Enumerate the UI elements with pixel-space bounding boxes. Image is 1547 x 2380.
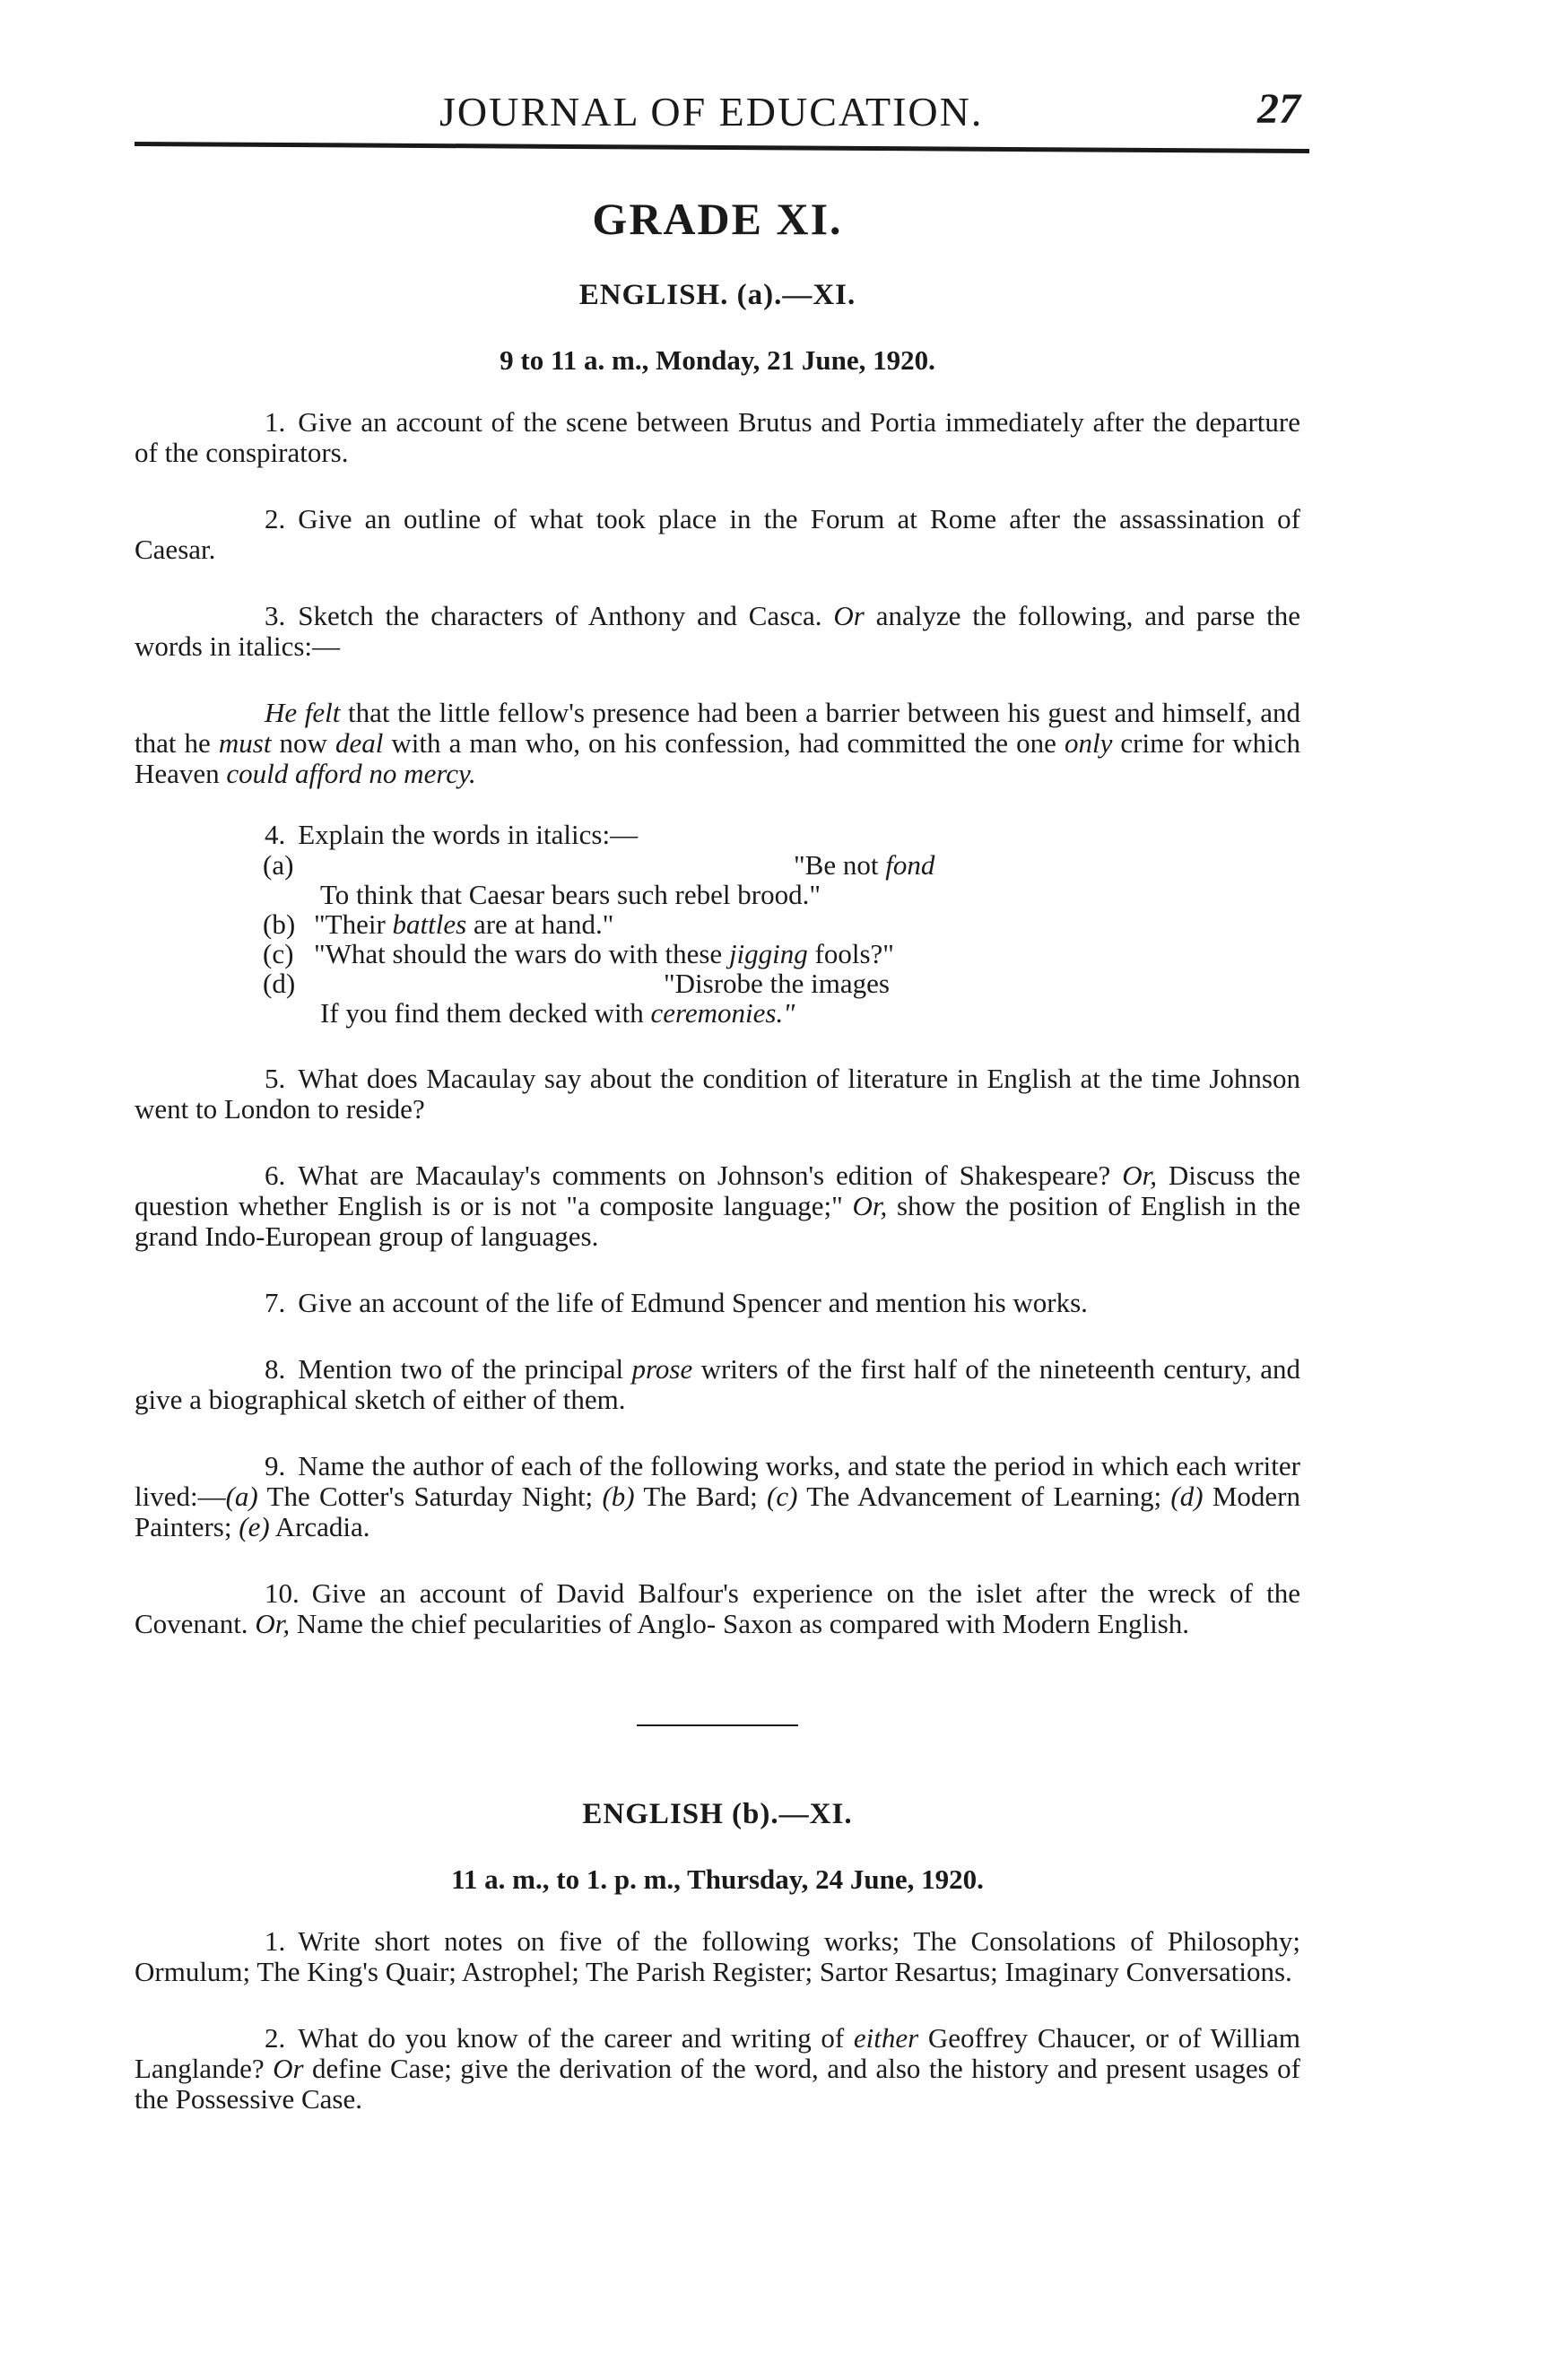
- italic-word: He felt: [265, 697, 341, 728]
- question-text: Give an account of David Balfour's experience on the islet after the wreck of the Covenant.: [135, 1577, 1300, 1639]
- item-text: To think that Caesar bears such rebel brood.": [320, 879, 821, 910]
- italic-word: could afford no mercy.: [226, 758, 476, 789]
- question-text: What are Macaulay's comments on Johnson's edition of Shakespeare?: [298, 1160, 1123, 1191]
- question-text: Geoffrey Chaucer, or of William Langlande?: [135, 2022, 1301, 2084]
- question-number: 9.: [265, 1450, 286, 1481]
- passage-text: with a man who, on his confession, had committed the one: [383, 727, 1065, 759]
- question-text: Write short notes on five of the following works; The Consolations of Philosophy; Ormulum; The King's Quair; Astrophel; The Parish Register; Sartor Resartus; Imaginary Conversations.: [135, 1925, 1300, 1987]
- question-3: [135, 601, 1300, 662]
- italic-word: deal: [335, 727, 384, 759]
- question-text: Sketch the characters of Anthony and Casca.: [298, 600, 822, 631]
- question-text: Arcadia.: [269, 1511, 370, 1542]
- question-2: [135, 504, 1300, 565]
- italic-word: only: [1064, 727, 1113, 759]
- passage-text: that the little fellow's presence had been a barrier between his guest and himself, and that he: [135, 697, 1300, 759]
- question-b-2: [135, 2023, 1300, 2115]
- question-5: [135, 1064, 1300, 1125]
- question-text: Give an account of the life of Edmund Spencer and mention his works.: [298, 1287, 1088, 1318]
- page-number: 27: [1257, 85, 1300, 133]
- passage-text: now: [271, 727, 335, 759]
- question-number: 2.: [265, 2022, 286, 2054]
- grade-title: GRADE XI.: [592, 194, 843, 244]
- exam-time-b: 11 a. m., to 1. p. m., Thursday, 24 June, 1920.: [451, 1863, 984, 1895]
- or-italic: Or: [273, 2053, 304, 2084]
- question-text: Explain the words in italics:—: [298, 819, 639, 850]
- running-head: [135, 72, 1300, 157]
- question-number: 8.: [265, 1353, 286, 1385]
- question-text: Modern Painters;: [135, 1481, 1300, 1542]
- question-number: 2.: [265, 503, 286, 534]
- item-d-line2: [135, 998, 1300, 1028]
- item-label: (b): [602, 1481, 635, 1512]
- or-italic: Or,: [852, 1190, 888, 1221]
- journal-title: JOURNAL OF EDUCATION.: [439, 89, 984, 135]
- item-text: "Disrobe the images: [664, 968, 890, 999]
- italic-word: either: [853, 2022, 919, 2054]
- question-7: [135, 1288, 1300, 1318]
- item-label: (a): [263, 849, 294, 881]
- or-italic: Or: [833, 600, 865, 631]
- question-text: Name the author of each of the following works, and state the period in which each writer lived:—: [135, 1450, 1300, 1512]
- question-number: 3.: [265, 600, 286, 631]
- question-number: 6.: [265, 1160, 286, 1191]
- item-label: (d): [1170, 1481, 1204, 1512]
- question-9: [135, 1451, 1300, 1542]
- question-text: Discuss the question whether English is or is not "a composite language;": [135, 1160, 1301, 1221]
- question-number: 7.: [265, 1287, 286, 1318]
- question-4-lead: [135, 820, 1300, 850]
- question-text: Give an account of the scene between Brutus and Portia immediately after the departure of the conspirators.: [135, 406, 1300, 468]
- question-text: The Advancement of Learning;: [797, 1481, 1171, 1512]
- question-4: [135, 820, 1300, 1028]
- item-text: "What should the wars do with these jigging fools?": [314, 938, 894, 969]
- item-text: "Their battles are at hand.": [314, 908, 614, 940]
- question-text: What does Macaulay say about the condition of literature in English at the time Johnson went to London to reside?: [135, 1063, 1300, 1125]
- or-italic: Or,: [1122, 1160, 1157, 1191]
- item-label: (a): [225, 1481, 258, 1512]
- item-label: (d): [263, 968, 296, 999]
- item-d-line1: [135, 969, 1300, 998]
- header-rule: [135, 142, 1309, 153]
- item-text: If you find them decked with ceremonies.": [320, 997, 795, 1029]
- journal-page: [135, 72, 1300, 2142]
- or-italic: Or,: [255, 1608, 291, 1639]
- italic-word: must: [218, 727, 272, 759]
- exam-time-a: 9 to 11 a. m., Monday, 21 June, 1920.: [500, 344, 935, 376]
- parsing-passage: [135, 698, 1300, 789]
- question-text: The Bard;: [634, 1481, 768, 1512]
- item-a-line2: [135, 880, 1300, 909]
- question-text: The Cotter's Saturday Night;: [257, 1481, 603, 1512]
- question-text: define Case; give the derivation of the word, and also the history and present usages of the Possessive Case.: [135, 2053, 1300, 2115]
- subject-heading-a: ENGLISH. (a).—XI.: [578, 279, 856, 311]
- item-label: (c): [263, 938, 294, 969]
- question-number: 1.: [265, 1925, 286, 1957]
- passage-text: crime for which Heaven: [135, 727, 1300, 789]
- item-b: [135, 909, 1300, 939]
- question-number: 1.: [265, 406, 286, 438]
- question-text: Mention two of the principal: [298, 1353, 632, 1385]
- question-1: [135, 407, 1300, 468]
- question-text: Name the chief pecularities of Anglo- Saxon as compared with Modern English.: [290, 1608, 1190, 1639]
- question-8: [135, 1354, 1300, 1415]
- item-label: (e): [239, 1511, 270, 1542]
- question-number: 10.: [265, 1577, 300, 1609]
- question-number: 5.: [265, 1063, 286, 1094]
- question-number: 4.: [265, 819, 286, 850]
- question-10: [135, 1578, 1300, 1639]
- question-text: analyze the following, and parse the words in italics:—: [135, 600, 1301, 662]
- item-label: (c): [767, 1481, 798, 1512]
- question-text: What do you know of the career and writing of: [298, 2022, 854, 2054]
- item-a-line1: [135, 850, 1300, 880]
- question-text: Give an outline of what took place in the Forum at Rome after the assassination of Caesar.: [135, 503, 1300, 565]
- question-text: show the position of English in the grand Indo-European group of languages.: [135, 1190, 1300, 1252]
- italic-word: prose: [631, 1353, 693, 1385]
- question-text: writers of the first half of the nineteenth century, and give a biographical sketch of either of them.: [135, 1353, 1300, 1415]
- item-c: [135, 939, 1300, 969]
- question-b-1: [135, 1926, 1300, 1987]
- subject-heading-b: ENGLISH (b).—XI.: [582, 1798, 853, 1830]
- section-divider: [637, 1724, 798, 1726]
- item-label: (b): [263, 908, 296, 940]
- item-text: "Be not fond: [794, 849, 935, 881]
- question-6: [135, 1160, 1300, 1252]
